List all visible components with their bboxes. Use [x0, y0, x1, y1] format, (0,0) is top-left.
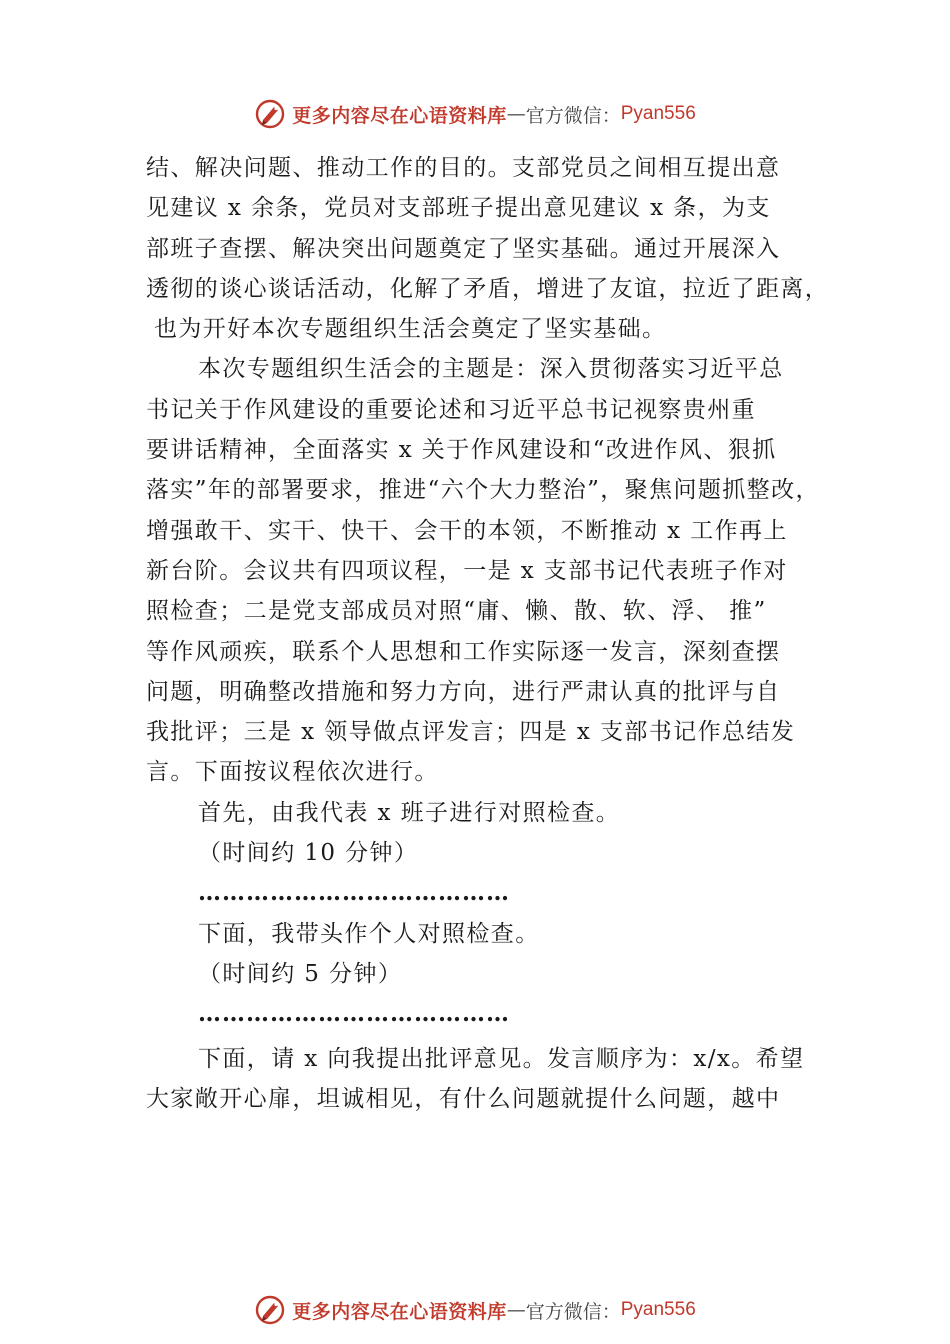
document-body [146, 148, 836, 1119]
paragraph-line: 透彻的谈心谈话活动，化解了矛盾，增进了友谊，拉近了距离， [146, 275, 830, 302]
footer-title: 更多内容尽在心语资料库 [292, 1300, 507, 1323]
footer-wechat-id: Pyan556 [620, 1299, 696, 1320]
header-banner [0, 94, 950, 134]
pen-circle-logo-icon [254, 98, 286, 130]
paragraph-line: 大家敞开心扉，坦诚相见，有什么问题就提什么问题，越中 [146, 1085, 781, 1112]
time-note: （时间约 10 分钟） [198, 840, 419, 867]
paragraph-line: 书记关于作风建设的重要论述和习近平总书记视察贵州重 [146, 396, 756, 423]
pen-circle-logo-icon [254, 1294, 286, 1326]
paragraph-line: 增强敢干、实干、快干、会干的本领，不断推动 x 工作再上 [146, 517, 788, 544]
ellipsis-separator: ………………………………… [198, 1000, 510, 1028]
paragraph-line: 部班子查摆、解决突出问题奠定了坚实基础。通过开展深入 [146, 235, 781, 262]
paragraph-line: 见建议 x 余条，党员对支部班子提出意见建议 x 条，为支 [146, 195, 771, 222]
paragraph-line: 结、解决问题、推动工作的目的。支部党员之间相互提出意 [146, 155, 781, 181]
paragraph-line: 我批评；三是 x 领导做点评发言；四是 x 支部书记作总结发 [146, 719, 796, 746]
paragraph-line: 也为开好本次专题组织生活会奠定了坚实基础。 [154, 316, 667, 343]
paragraph-line: 下面，请 x 向我提出批评意见。发言顺序为：x/x。希望 [198, 1045, 805, 1072]
banner-title: 更多内容尽在心语资料库 [292, 104, 507, 127]
paragraph-line: 要讲话精神，全面落实 x 关于作风建设和“改进作风、狠抓 [146, 437, 777, 464]
footer-wechat-label: 官方微信： [525, 1300, 621, 1323]
paragraph-line: 本次专题组织生活会的主题是：深入贯彻落实习近平总 [198, 356, 784, 383]
time-note: （时间约 5 分钟） [198, 960, 403, 987]
footer-dash: — [506, 1299, 526, 1321]
paragraph-line: 首先，由我代表 x 班子进行对照检查。 [198, 799, 621, 826]
banner-wechat-label: 官方微信： [525, 104, 621, 127]
paragraph-line: 问题，明确整改措施和努力方向，进行严肃认真的批评与自 [146, 678, 781, 705]
paragraph-line: 下面，我带头作个人对照检查。 [198, 920, 540, 947]
ellipsis-separator: ………………………………… [198, 879, 510, 907]
paragraph-line: 等作风顽疾，联系个人思想和工作实际逐一发言，深刻查摆 [146, 638, 781, 665]
paragraph-line: 落实”年的部署要求，推进“六个大力整治”，聚焦问题抓整改， [146, 477, 820, 504]
footer-banner [0, 1290, 950, 1330]
banner-dash: — [506, 103, 526, 125]
paragraph-line: 言。下面按议程依次进行。 [146, 759, 439, 786]
paragraph-line: 照检查；二是党支部成员对照“庸、懒、散、软、浮、 推” [146, 598, 767, 625]
banner-wechat-id: Pyan556 [620, 103, 696, 124]
paragraph-line: 新台阶。会议共有四项议程，一是 x 支部书记代表班子作对 [146, 557, 788, 584]
